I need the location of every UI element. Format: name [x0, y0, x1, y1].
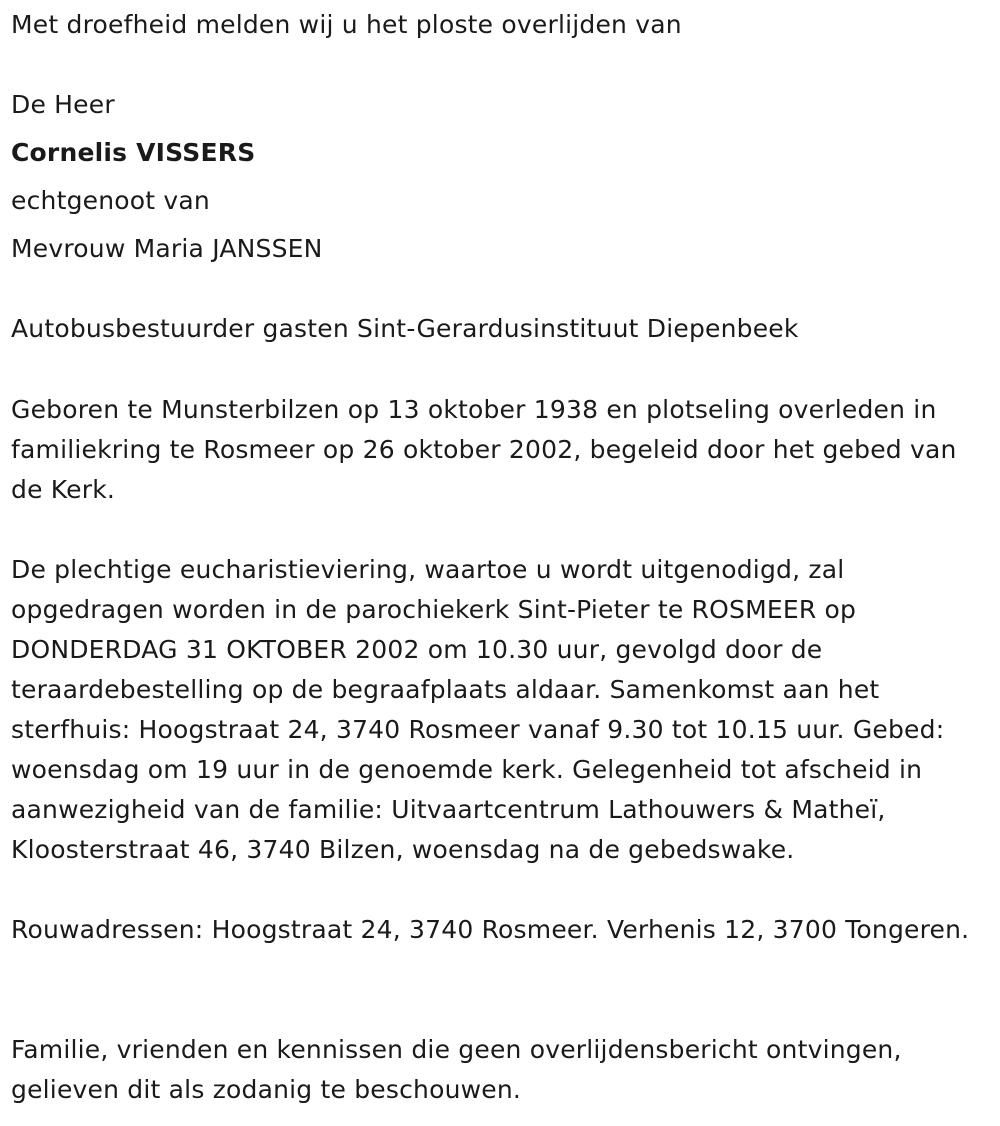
salutation-text: De Heer	[11, 90, 115, 119]
addresses-paragraph: Rouwadressen: Hoogstraat 24, 3740 Rosmeer. Verhenis 12, 3700 Tongeren.	[11, 915, 970, 944]
intro-text: Met droefheid melden wij u het ploste overlijden van	[11, 10, 682, 39]
spouse-name: Mevrouw Maria JANSSEN	[11, 234, 323, 263]
ceremony-paragraph: De plechtige eucharistieviering, waartoe u wordt uitgenodigd, zal opgedragen worden in de parochiekerk Sint-Pieter te ROSMEER op DONDERDAG 31 OKTOBER 2002 om 10.30 uur, gevolgd door de teraardebestelling op de begraafplaats aldaar. Samenkomst aan het sterfhuis: Hoogstraat 24, 3740 Rosmeer vanaf 9.30 tot 10.15 uur. Gebed: woensdag om 19 uur in de genoemde kerk. Gelegenheid tot afscheid in aanwezigheid van de familie: Uitvaartcentrum Lathouwers & Matheï, Kloosterstraat 46, 3740 Bilzen, woensdag na de gebedswake.	[11, 555, 945, 864]
closing-paragraph: Familie, vrienden en kennissen die geen overlijdensbericht ontvingen, gelieven dit als zodanig te beschouwen.	[11, 1035, 902, 1104]
deceased-name: Cornelis VISSERS	[11, 138, 256, 167]
relation-text: echtgenoot van	[11, 186, 210, 215]
occupation-text: Autobusbestuurder gasten Sint-Gerardusinstituut Diepenbeek	[11, 314, 799, 343]
birth-death-paragraph: Geboren te Munsterbilzen op 13 oktober 1938 en plotseling overleden in familiekring te Rosmeer op 26 oktober 2002, begeleid door het gebed van de Kerk.	[11, 395, 957, 504]
